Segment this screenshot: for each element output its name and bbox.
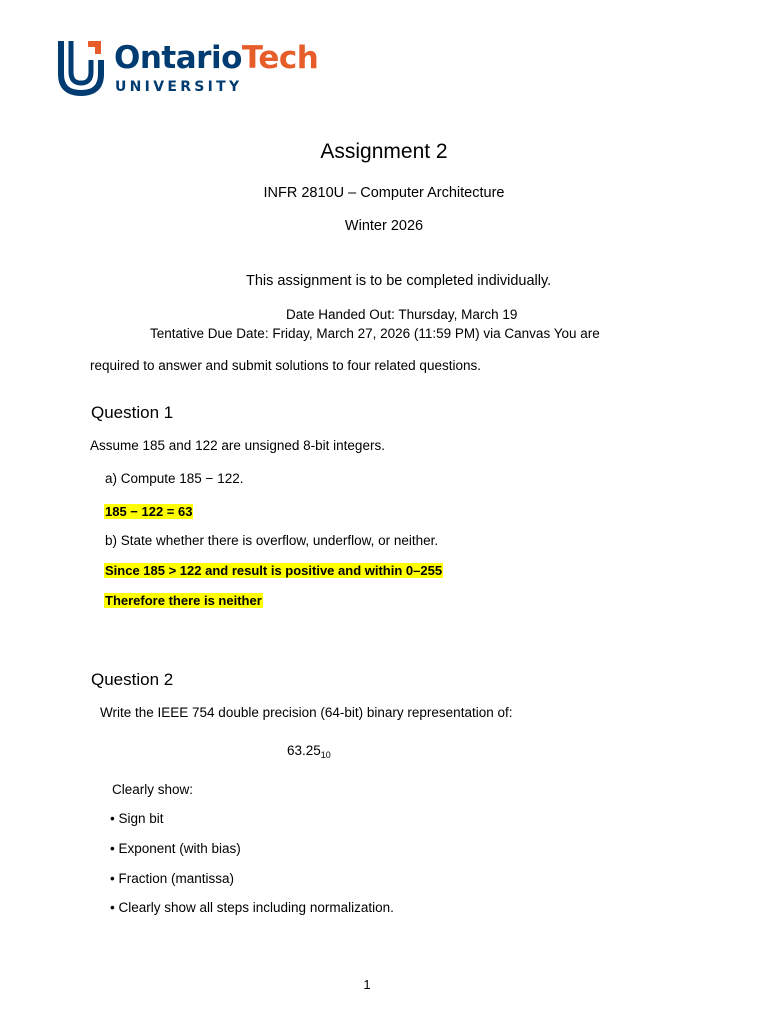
question1-answer-a <box>104 503 193 521</box>
answer-b-line1-highlight: Since 185 > 122 and result is positive and within 0–255 <box>105 563 443 578</box>
answer-a-highlight: 185 − 122 = 63 <box>105 504 193 519</box>
logo-subtitle: UNIVERSITY <box>115 79 243 95</box>
university-logo <box>58 38 318 100</box>
page-number: 1 <box>363 977 371 992</box>
logo-word-ontario: Ontario <box>114 40 242 76</box>
question1-part-b: b) State whether there is overflow, underflow, or neither. <box>105 533 439 548</box>
course-name: INFR 2810U – Computer Architecture <box>263 185 505 201</box>
individual-note: This assignment is to be completed individually. <box>246 273 552 289</box>
value-number: 63.25 <box>287 743 321 758</box>
question1-part-a: a) Compute 185 − 122. <box>105 471 244 486</box>
question1-heading: Question 1 <box>91 403 174 422</box>
bullet-exponent: • Exponent (with bias) <box>110 841 241 856</box>
bullet-sign-bit: • Sign bit <box>110 811 164 826</box>
value-base-subscript: 10 <box>320 750 331 760</box>
question1-prompt: Assume 185 and 122 are unsigned 8-bit integers. <box>90 438 385 453</box>
ontario-tech-shield-icon <box>58 38 104 96</box>
term: Winter 2026 <box>344 218 424 234</box>
logo-word-tech: Tech <box>241 40 319 76</box>
requirement-note: required to answer and submit solutions to four related questions. <box>90 358 481 373</box>
bullet-fraction: • Fraction (mantissa) <box>110 871 235 886</box>
date-handed-out: Date Handed Out: Thursday, March 19 <box>286 307 518 322</box>
question1-answer-b-line2 <box>104 592 263 610</box>
bullet-steps: • Clearly show all steps including normalization. <box>110 900 394 915</box>
show-label: Clearly show: <box>112 782 194 797</box>
question2-prompt: Write the IEEE 754 double precision (64-bit) binary representation of: <box>100 705 513 720</box>
logo-wordmark <box>114 40 318 76</box>
due-date: Tentative Due Date: Friday, March 27, 2026 (11:59 PM) via Canvas You are <box>150 326 600 341</box>
question1-answer-b-line1 <box>104 562 443 580</box>
question2-heading: Question 2 <box>91 670 174 689</box>
answer-b-line2-highlight: Therefore there is neither <box>105 593 262 608</box>
question2-value <box>287 742 331 764</box>
assignment-title: Assignment 2 <box>320 140 448 163</box>
